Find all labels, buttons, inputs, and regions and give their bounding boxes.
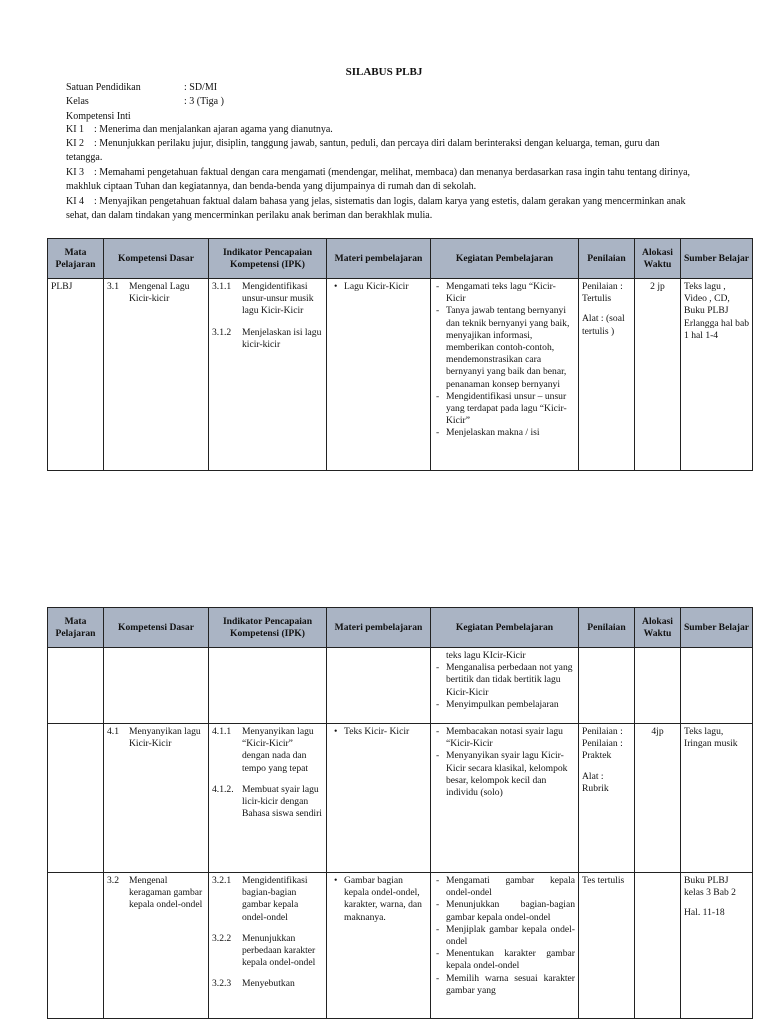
ki-text: : Menerima dan menjalankan ajaran agama yang dianutnya. <box>94 124 333 135</box>
meta-label: Satuan Pendidikan <box>66 82 141 93</box>
kegiatan-continuation: teks lagu KIcir-Kicir <box>446 650 526 661</box>
header-alokasi: Alokasi Waktu <box>635 239 681 279</box>
penilaian-alat: Alat : Rubrik <box>582 770 609 794</box>
header-materi: Materi pembelajaran <box>327 608 431 648</box>
table-row <box>48 873 753 1019</box>
header-penilaian: Penilaian <box>579 239 635 279</box>
ipk-number: 4.1.1 <box>212 726 232 737</box>
cell-alokasi <box>635 648 681 724</box>
header-penilaian: Penilaian <box>579 608 635 648</box>
ipk-text: Menunjukkan perbedaan karakter kepala ondel-ondel <box>242 932 316 969</box>
meta-kelas <box>66 95 224 108</box>
header-kegiatan: Kegiatan Pembelajaran <box>431 239 579 279</box>
ipk-text: Mengidentifikasi bagian-bagian gambar kepala ondel-ondel <box>242 875 308 923</box>
cell-ipk <box>209 648 327 724</box>
materi-item: • Lagu Kicir-Kicir <box>330 281 427 293</box>
ki-code: KI 2 <box>66 138 85 149</box>
kegiatan-item: - Memilih warna sesuai karakter gambar yang <box>434 973 575 997</box>
ki-heading: Kompetensi Inti <box>66 111 131 122</box>
ipk-number: 3.2.1 <box>212 875 232 886</box>
materi-item: • Gambar bagian kepala ondel-ondel, karakter, warna, dan maknanya. <box>330 875 427 924</box>
kegiatan-item: - Menunjukkan bagian-bagian gambar kepala ondel-ondel <box>434 899 575 923</box>
cell-kompetensi-dasar <box>104 648 209 724</box>
penilaian-alat: Alat : (soal tertulis ) <box>582 313 625 337</box>
silabus-table-1 <box>47 238 753 471</box>
kegiatan-item: - Menyimpulkan pembelajaran <box>434 699 575 711</box>
silabus-table-2 <box>47 607 753 1019</box>
kd-text: Mengenal keragaman gambar kepala ondel-ondel <box>129 875 203 911</box>
meta-value: : SD/MI <box>184 82 218 93</box>
ki-text: : Memahami pengetahuan faktual dengan cara mengamati (mendengar, melihat, membaca) dan menanya berdasarkan rasa ingin tahu tentang dirinya, makhluk ciptaan Tuhan dan kegiatannya, dan benda-benda yang dijumpainya di rumah dan di sekolah. <box>66 167 691 192</box>
header-ipk: Indikator Pencapaian Kompetensi (IPK) <box>209 239 327 279</box>
header-kompetensi-dasar: Kompetensi Dasar <box>104 608 209 648</box>
table-header-row <box>48 608 753 648</box>
cell-kompetensi-dasar <box>104 873 209 1019</box>
kd-text: Mengenal Lagu Kicir-kicir <box>129 281 190 305</box>
kegiatan-item: - Membacakan notasi syair lagu “Kicir-Kicir <box>434 726 575 750</box>
ipk-text: Mengidentifikasi unsur-unsur musik lagu Kicir-Kicir <box>242 281 314 317</box>
kd-number: 3.1 <box>107 281 119 292</box>
ki-code: KI 1 <box>66 124 85 135</box>
sumber-text: Buku PLBJ kelas 3 Bab 2 <box>684 875 736 899</box>
cell-materi <box>327 648 431 724</box>
ki-3 <box>66 166 696 194</box>
ki-2 <box>66 137 696 165</box>
table-header-row <box>48 239 753 279</box>
penilaian-type: Penilaian : Penilaian : Praktek <box>582 726 623 762</box>
kegiatan-item: - Mengamati teks lagu “Kicir- Kicir <box>434 281 575 305</box>
kd-number: 4.1 <box>107 726 119 737</box>
meta-value: : 3 (Tiga ) <box>184 96 224 107</box>
cell-penilaian <box>579 648 635 724</box>
cell-kompetensi-dasar <box>104 724 209 873</box>
cell-alokasi: 4jp <box>635 724 681 873</box>
ki-text: : Menunjukkan perilaku jujur, disiplin, tanggung jawab, santun, peduli, dan percaya diri dalam berinteraksi dengan keluarga, teman, guru dan tetangga. <box>66 138 660 163</box>
meta-label: Kelas <box>66 96 89 107</box>
cell-kegiatan <box>431 724 579 873</box>
header-kompetensi-dasar: Kompetensi Dasar <box>104 239 209 279</box>
penilaian-type: Penilaian : Tertulis <box>582 281 623 305</box>
kd-text: Menyanyikan lagu Kicir-Kicir <box>129 726 201 750</box>
ipk-number: 3.2.3 <box>212 978 232 990</box>
cell-penilaian: Tes tertulis <box>579 873 635 1019</box>
document-title: SILABUS PLBJ <box>345 66 423 78</box>
kegiatan-item: - Menentukan karakter gambar kepala ondel-ondel <box>434 948 575 972</box>
cell-ipk <box>209 279 327 471</box>
sumber-pages: Hal. 11-18 <box>684 907 725 919</box>
cell-sumber <box>681 873 753 1019</box>
table-row <box>48 648 753 724</box>
cell-mata-pelajaran <box>48 648 104 724</box>
cell-kompetensi-dasar <box>104 279 209 471</box>
ki-1 <box>66 123 696 137</box>
ipk-text: Menyebutkan <box>242 978 295 990</box>
table-row <box>48 724 753 873</box>
header-mata-pelajaran: Mata Pelajaran <box>48 239 104 279</box>
ki-code: KI 4 <box>66 196 85 207</box>
meta-satuan-pendidikan <box>66 81 217 94</box>
kegiatan-item: - Menganalisa perbedaan not yang bertitik dan tidak bertitik lagu Kicir-Kicir <box>434 662 575 699</box>
cell-materi <box>327 724 431 873</box>
cell-ipk <box>209 724 327 873</box>
cell-kegiatan <box>431 873 579 1019</box>
cell-sumber: Teks lagu, Iringan musik <box>681 724 753 873</box>
cell-mata-pelajaran <box>48 873 104 1019</box>
kegiatan-item: - Menyanyikan syair lagu Kicir-Kicir secara klasikal, kelompok besar, kelompok kecil dan individu (solo) <box>434 750 575 799</box>
materi-item: • Teks Kicir- Kicir <box>330 726 427 738</box>
ki-text: : Menyajikan pengetahuan faktual dalam bahasa yang jelas, sistematis dan logis, dalam karya yang estetis, dalam gerakan yang mencerminkan anak sehat, dan dalam tindakan yang mencerminkan perilaku anak beriman dan berakhlak mulia. <box>66 196 686 221</box>
cell-penilaian <box>579 724 635 873</box>
cell-materi <box>327 873 431 1019</box>
header-kegiatan: Kegiatan Pembelajaran <box>431 608 579 648</box>
table-row <box>48 279 753 471</box>
cell-sumber: Teks lagu , Video , CD, Buku PLBJ Erlangga hal bab 1 hal 1-4 <box>681 279 753 471</box>
kegiatan-item: - Menjelaskan makna / isi <box>434 427 575 439</box>
ki-code: KI 3 <box>66 167 85 178</box>
cell-materi <box>327 279 431 471</box>
ipk-number: 4.1.2. <box>212 783 234 795</box>
kegiatan-item: - Mengamati gambar kepala ondel-ondel <box>434 875 575 899</box>
ipk-number: 3.1.2 <box>212 326 232 338</box>
ipk-text: Menjelaskan isi lagu kicir-kicir <box>242 326 322 350</box>
header-ipk: Indikator Pencapaian Kompetensi (IPK) <box>209 608 327 648</box>
cell-sumber <box>681 648 753 724</box>
ki-4 <box>66 195 696 223</box>
header-alokasi: Alokasi Waktu <box>635 608 681 648</box>
ipk-text: Membuat syair lagu licir-kicir dengan Bahasa siswa sendiri <box>242 783 322 820</box>
header-mata-pelajaran: Mata Pelajaran <box>48 608 104 648</box>
header-materi: Materi pembelajaran <box>327 239 431 279</box>
header-sumber: Sumber Belajar <box>681 608 753 648</box>
ipk-text: Menyanyikan lagu “Kicir-Kicir” dengan nada dan tempo yang tepat <box>242 726 314 774</box>
cell-kegiatan <box>431 648 579 724</box>
cell-penilaian <box>579 279 635 471</box>
cell-ipk <box>209 873 327 1019</box>
cell-mata-pelajaran <box>48 724 104 873</box>
header-sumber: Sumber Belajar <box>681 239 753 279</box>
cell-kegiatan <box>431 279 579 471</box>
kegiatan-item: - Tanya jawab tentang bernyanyi dan teknik bernyanyi yang baik, menyajikan informasi, memberikan contoh-contoh, mendemonstrasikan cara bernyanyi yang baik dan benar, penanaman konsep bernyanyi <box>434 305 575 390</box>
ipk-number: 3.1.1 <box>212 281 232 292</box>
ipk-number: 3.2.2 <box>212 932 232 944</box>
kd-number: 3.2 <box>107 875 119 886</box>
cell-alokasi: 2 jp <box>635 279 681 471</box>
cell-mata-pelajaran: PLBJ <box>48 279 104 471</box>
kegiatan-item: - Mengidentifikasi unsur – unsur yang terdapat pada lagu “Kicir-Kicir” <box>434 391 575 428</box>
cell-alokasi <box>635 873 681 1019</box>
kegiatan-item: - Menjiplak gambar kepala ondel-ondel <box>434 924 575 948</box>
